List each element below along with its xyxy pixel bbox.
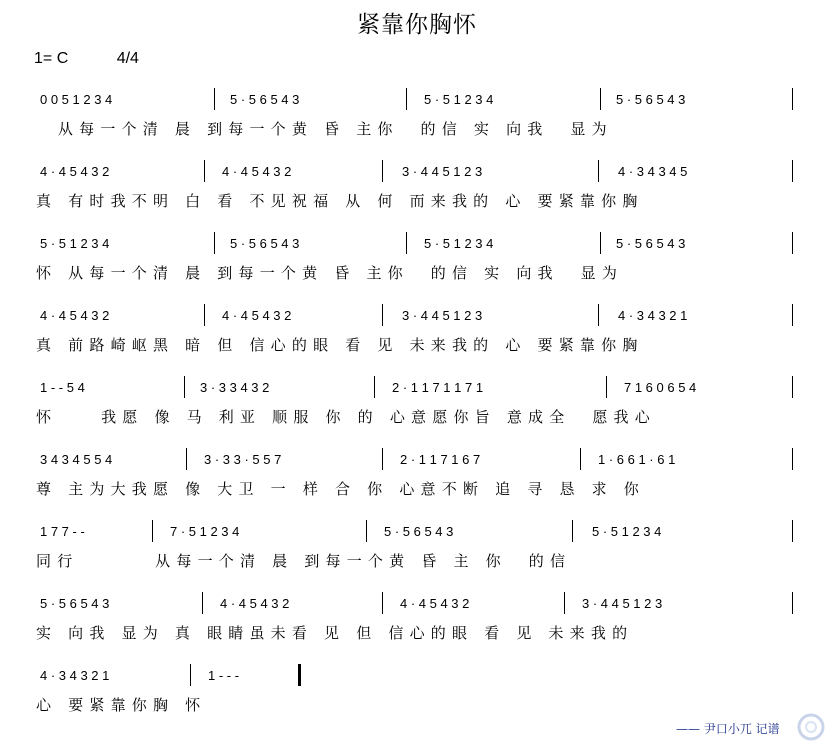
measure-2-3: 3 · 4 4 5 1 2 3 — [402, 164, 483, 179]
measure-4-2: 4 · 4 5 4 3 2 — [222, 308, 292, 323]
lyric-row-2: 真 有时我不明 白 看 不见祝福 从 何 而来我的 心 要紧靠你胸 — [36, 192, 644, 210]
barline — [406, 232, 407, 254]
notation-row-5 — [36, 376, 798, 398]
barline — [382, 160, 383, 182]
measure-7-3: 5 · 5 6 5 4 3 — [384, 524, 454, 539]
barline — [374, 376, 375, 398]
lyric-row-9: 心 要紧靠你胸 怀 — [36, 696, 207, 714]
notation-row-7 — [36, 520, 798, 542]
barline — [184, 376, 185, 398]
measure-6-2: 3 · 3 3 · 5 5 7 — [204, 452, 282, 467]
barline — [366, 520, 367, 542]
barline — [792, 592, 793, 614]
barline — [792, 448, 793, 470]
barline — [382, 592, 383, 614]
lyric-row-6: 尊 主为大我愿 像 大卫 一 样 合 你 心意不断 追 寻 恳 求 你 — [36, 480, 645, 498]
barline — [572, 520, 573, 542]
barline — [792, 160, 793, 182]
barline — [600, 232, 601, 254]
barline — [152, 520, 153, 542]
lyric-row-4: 真 前路崎岖黑 暗 但 信心的眼 看 见 未来我的 心 要紧靠你胸 — [36, 336, 644, 354]
measure-7-2: 7 · 5 1 2 3 4 — [170, 524, 240, 539]
lyric-row-8: 实 向我 显为 真 眼睛虽未看 见 但 信心的眼 看 见 未来我的 — [36, 624, 634, 642]
barline — [214, 88, 215, 110]
measure-8-1: 5 · 5 6 5 4 3 — [40, 596, 110, 611]
measure-4-4: 4 · 3 4 3 2 1 — [618, 308, 688, 323]
barline — [792, 304, 793, 326]
measure-3-1: 5 · 5 1 2 3 4 — [40, 236, 110, 251]
notation-row-8 — [36, 592, 798, 614]
measure-6-1: 3 4 3 4 5 5 4 — [40, 452, 113, 467]
barline — [792, 520, 793, 542]
watermark-logo-icon — [794, 712, 828, 742]
measure-1-1: 0 0 5 1 2 3 4 — [40, 92, 113, 107]
measure-8-3: 4 · 4 5 4 3 2 — [400, 596, 470, 611]
lyric-row-1: 从每一个清 晨 到每一个黄 昏 主你 的信 实 向我 显为 — [36, 120, 613, 138]
barline — [204, 304, 205, 326]
key-signature — [34, 50, 183, 68]
measure-2-1: 4 · 4 5 4 3 2 — [40, 164, 110, 179]
final-barline — [298, 664, 301, 686]
measure-7-1: 1 7 7 - - — [40, 524, 85, 539]
barline — [214, 232, 215, 254]
measure-4-3: 3 · 4 4 5 1 2 3 — [402, 308, 483, 323]
song-title: 紧靠你胸怀 — [357, 12, 477, 38]
notation-row-3 — [36, 232, 798, 254]
measure-3-2: 5 · 5 6 5 4 3 — [230, 236, 300, 251]
barline — [406, 88, 407, 110]
notation-row-4 — [36, 304, 798, 326]
key-label: 1= C — [34, 50, 69, 67]
measure-5-1: 1 - - 5 4 — [40, 380, 85, 395]
measure-5-4: 7 1 6 0 6 5 4 — [624, 380, 697, 395]
barline — [190, 664, 191, 686]
notation-row-2 — [36, 160, 798, 182]
measure-1-3: 5 · 5 1 2 3 4 — [424, 92, 494, 107]
measure-6-4: 1 · 6 6 1 · 6 1 — [598, 452, 676, 467]
measure-2-2: 4 · 4 5 4 3 2 — [222, 164, 292, 179]
barline — [382, 448, 383, 470]
measure-1-2: 5 · 5 6 5 4 3 — [230, 92, 300, 107]
barline — [792, 88, 793, 110]
measure-3-3: 5 · 5 1 2 3 4 — [424, 236, 494, 251]
notation-row-9 — [36, 664, 798, 686]
measure-6-3: 2 · 1 1 7 1 6 7 — [400, 452, 481, 467]
notation-row-1 — [36, 88, 798, 110]
barline — [598, 160, 599, 182]
measure-5-2: 3 · 3 3 4 3 2 — [200, 380, 270, 395]
time-signature: 4/4 — [116, 50, 139, 67]
barline — [600, 88, 601, 110]
barline — [580, 448, 581, 470]
measure-9-1: 4 · 3 4 3 2 1 — [40, 668, 110, 683]
barline — [202, 592, 203, 614]
transcriber-credit: —— 尹口小兀 记谱 — [676, 722, 780, 736]
lyric-row-3: 怀 从每一个清 晨 到每一个黄 昏 主你 的信 实 向我 显为 — [36, 264, 624, 282]
barline — [606, 376, 607, 398]
measure-7-4: 5 · 5 1 2 3 4 — [592, 524, 662, 539]
lyric-row-7: 同行 从每一个清 晨 到每一个黄 昏 主 你 的信 — [36, 552, 572, 570]
barline — [382, 304, 383, 326]
barline — [186, 448, 187, 470]
measure-2-4: 4 · 3 4 3 4 5 — [618, 164, 688, 179]
notation-row-6 — [36, 448, 798, 470]
barline — [598, 304, 599, 326]
measure-8-4: 3 · 4 4 5 1 2 3 — [582, 596, 663, 611]
measure-1-4: 5 · 5 6 5 4 3 — [616, 92, 686, 107]
barline — [792, 232, 793, 254]
barline — [564, 592, 565, 614]
lyric-row-5: 怀 我愿 像 马 利亚 顺服 你 的 心意愿你旨 意成全 愿我心 — [36, 408, 656, 426]
barline — [792, 376, 793, 398]
measure-5-3: 2 · 1 1 7 1 1 7 1 — [392, 380, 484, 395]
measure-4-1: 4 · 4 5 4 3 2 — [40, 308, 110, 323]
measure-3-4: 5 · 5 6 5 4 3 — [616, 236, 686, 251]
barline — [204, 160, 205, 182]
measure-9-2: 1 - - - — [208, 668, 240, 683]
measure-8-2: 4 · 4 5 4 3 2 — [220, 596, 290, 611]
